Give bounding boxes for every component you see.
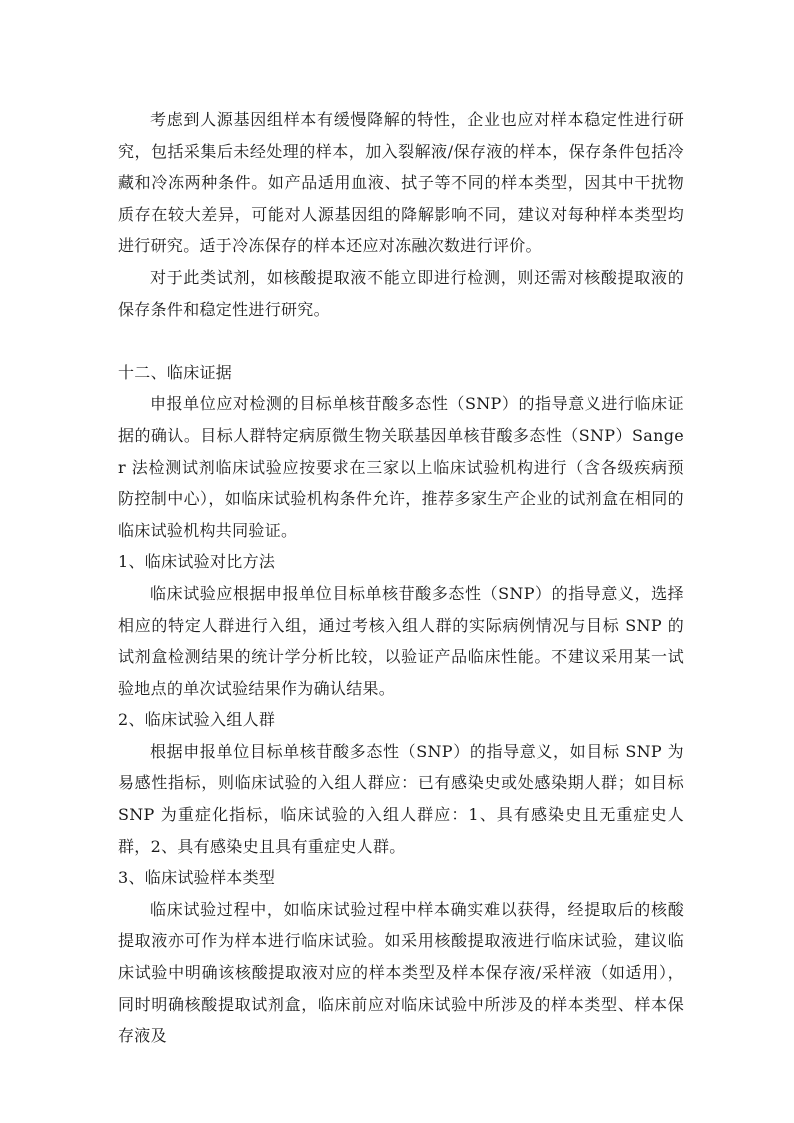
paragraph-sample-type: 临床试验过程中，如临床试验过程中样本确实难以获得，经提取后的核酸提取液亦可作为样本进行临床试验。如采用核酸提取液进行临床试验，建议临床试验中明确该核酸提取液对应的样本类型及样本保存液/采样液（如适用），同时明确核酸提取试剂盒，临床前应对临床试验中所涉及的样本类型、样本保存液及 [118, 899, 684, 1046]
paragraph-spacer [118, 325, 684, 357]
subheading-enrolled-population: 2、临床试验入组人群 [118, 710, 276, 730]
subheading-comparison-method: 1、临床试验对比方法 [118, 552, 276, 572]
document-body [118, 104, 684, 1052]
subheading-sample-type: 3、临床试验样本类型 [118, 868, 276, 888]
paragraph-comparison-method: 临床试验应根据申报单位目标单核苷酸多态性（SNP）的指导意义，选择相应的特定人群进行入组，通过考核入组人群的实际病例情况与目标 SNP 的试剂盒检测结果的统计学分析比较，以验证产品临床性能。不建议采用某一试验地点的单次试验结果作为确认结果。 [118, 583, 684, 698]
paragraph-enrolled-population: 根据申报单位目标单核苷酸多态性（SNP）的指导意义，如目标 SNP 为易感性指标，则临床试验的入组人群应：已有感染史或处感染期人群；如目标 SNP 为重症化指标，临床试验的入组人群应：1、具有感染史且无重症史人群，2、具有感染史且具有重症史人群。 [118, 741, 684, 856]
section-heading-clinical-evidence: 十二、临床证据 [118, 362, 233, 382]
paragraph-sample-stability: 考虑到人源基因组样本有缓慢降解的特性，企业也应对样本稳定性进行研究，包括采集后未经处理的样本，加入裂解液/保存液的样本，保存条件包括冷藏和冷冻两种条件。如产品适用血液、拭子等不同的样本类型，因其中干扰物质存在较大差异，可能对人源基因组的降解影响不同，建议对每种样本类型均进行研究。适于冷冻保存的样本还应对冻融次数进行评价。 [118, 110, 684, 256]
paragraph-extract-stability: 对于此类试剂，如核酸提取液不能立即进行检测，则还需对核酸提取液的保存条件和稳定性进行研究。 [118, 267, 684, 319]
paragraph-clinical-evidence: 申报单位应对检测的目标单核苷酸多态性（SNP）的指导意义进行临床证据的确认。目标人群特定病原微生物关联基因单核苷酸多态性（SNP）Sanger 法检测试剂临床试验应按要求在三家以上临床试验机构进行（含各级疾病预防控制中心），如临床试验机构条件允许，推荐多家生产企业的试剂盒在相同的临床试验机构共同验证。 [118, 394, 684, 540]
